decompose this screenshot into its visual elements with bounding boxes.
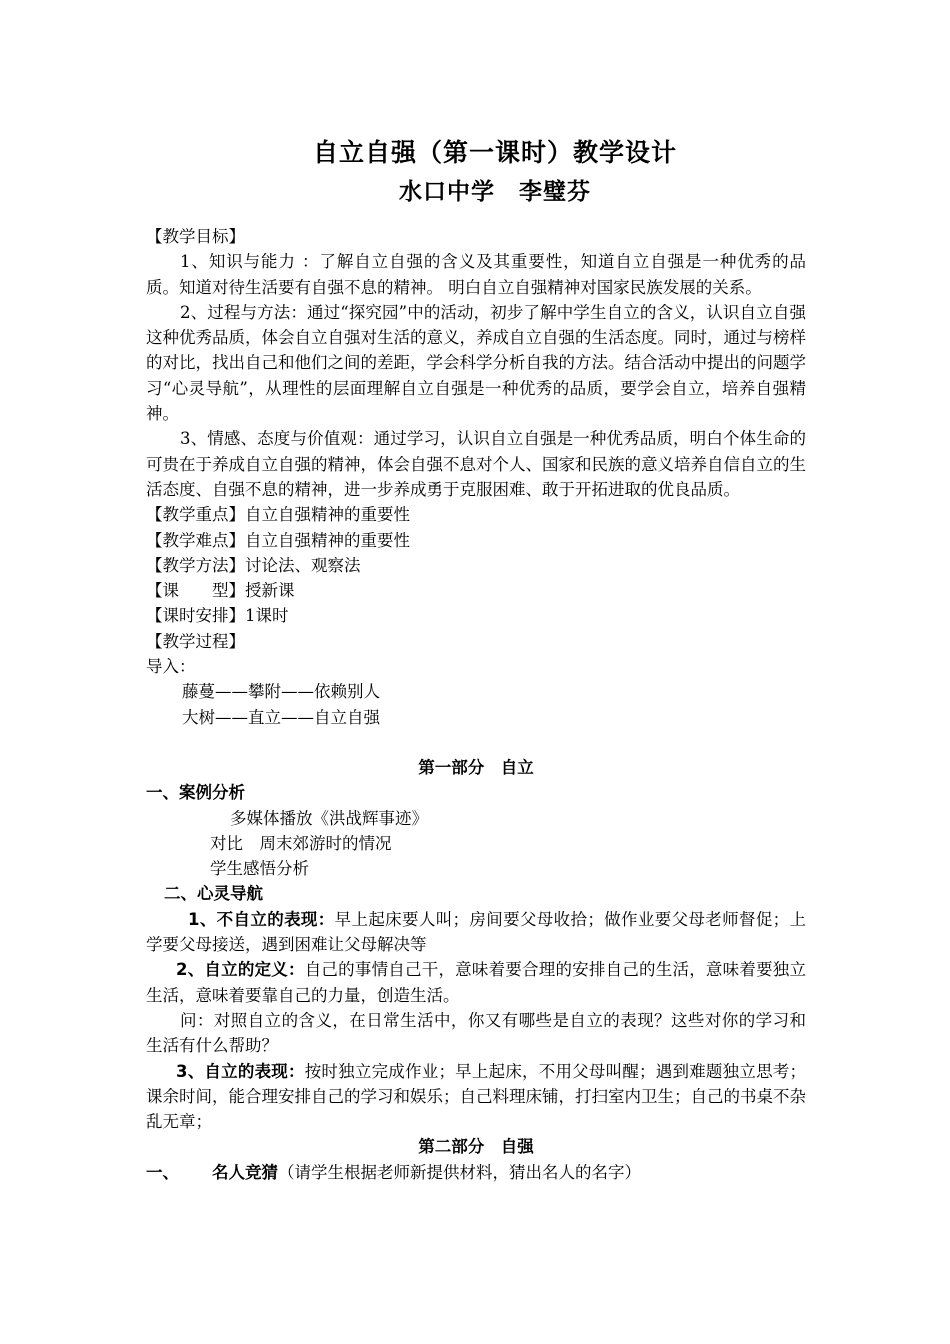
- guide-item-3-label: 3、自立的表现：: [176, 1061, 305, 1081]
- objective-3: 3、情感、态度与价值观：通过学习，认识自立自强是一种优秀品质，明白个体生命的可贵在于养成自立自强的精神，体会自强不息对个人、国家和民族的意义培养自信自立的生活态度、自强不息的精神，进一步养成勇于克服困难、敢于开拓进取的优良品质。: [146, 429, 806, 499]
- objectives-header: 【教学目标】: [146, 227, 245, 246]
- intro-line-2: 大树——直立——自立自强: [182, 707, 380, 727]
- guess-label: 名人竞猜: [212, 1162, 278, 1182]
- guide-item-2-text: 自己的事情自己干，意味着要合理的安排自己的生活，意味着要独立生活，意味着要靠自己的力量，创造生活。: [146, 960, 807, 1005]
- guide-item-3-text: 按时独立完成作业；早上起床，不用父母叫醒；遇到难题独立思考；课余时间，能合理安排自己的学习和娱乐；自己料理床铺，打扫室内卫生；自己的书桌不杂乱无章；: [146, 1061, 807, 1132]
- guide-item-2-label: 2、自立的定义：: [176, 960, 305, 980]
- document-body: [146, 224, 806, 1185]
- guess-text: （请学生根据老师新提供材料，猜出名人的名字）: [278, 1162, 641, 1182]
- schedule: 【课时安排】1课时: [146, 606, 289, 626]
- guide-item-1: [146, 907, 806, 958]
- case-line-1: 多媒体播放《洪战辉事迹》: [230, 808, 428, 828]
- page-subtitle: 水口中学 李璧芬: [399, 179, 591, 205]
- guide-item-3: [146, 1059, 806, 1135]
- lesson-type: 【课 型】授新课: [146, 581, 295, 601]
- case-line-3: 学生感悟分析: [210, 859, 309, 879]
- intro-line-1: 藤蔓——攀附——依赖别人: [182, 682, 380, 702]
- page-title: 自立自强（第一课时）教学设计: [312, 138, 677, 167]
- intro-label: 导入：: [146, 657, 196, 677]
- objective-2: 2、过程与方法：通过“探究园”中的活动，初步了解中学生自立的含义，认识自立自强这种优秀品质，体会自立自强对生活的意义，养成自立自强的生活态度。同时，通过与榜样的对比，找出自己和他们之间的差距，学会科学分析自我的方法。结合活动中提出的问题学习“心灵导航”，从理性的层面理解自立自强是一种优秀的品质，要学会自立，培养自强精神。: [146, 302, 806, 424]
- part2-title: 第二部分 自强: [418, 1137, 534, 1157]
- guide-item-2: [146, 957, 806, 1008]
- objective-1: 1、知识与能力 ：了解自立自强的含义及其重要性，知道自立自强是一种优秀的品质。知道对待生活要有自强不息的精神。 明白自立自强精神对国家民族发展的关系。: [146, 252, 806, 297]
- guide-heading: 二、心灵导航: [164, 884, 263, 904]
- guide-item-1-label: 1、不自立的表现：: [188, 909, 335, 929]
- difficulty: 【教学难点】自立自强精神的重要性: [146, 530, 410, 550]
- question: 问：对照自立的含义，在日常生活中，你又有哪些是自立的表现？这些对你的学习和生活有什么帮助？: [146, 1010, 806, 1056]
- guide-item-1-text: 早上起床要人叫；房间要父母收拾；做作业要父母老师督促；上学要父母接送，遇到困难让父母解决等: [146, 909, 807, 955]
- case-heading: 一、案例分析: [146, 783, 245, 803]
- part1-title: 第一部分 自立: [418, 757, 534, 777]
- guess-number: 一、: [146, 1162, 179, 1182]
- process-header: 【教学过程】: [146, 631, 245, 651]
- key-point: 【教学重点】自立自强精神的重要性: [146, 505, 410, 525]
- teaching-method: 【教学方法】讨论法、观察法: [146, 555, 361, 575]
- guess-line: [146, 1160, 806, 1185]
- case-line-2: 对比 周末郊游时的情况: [210, 833, 392, 853]
